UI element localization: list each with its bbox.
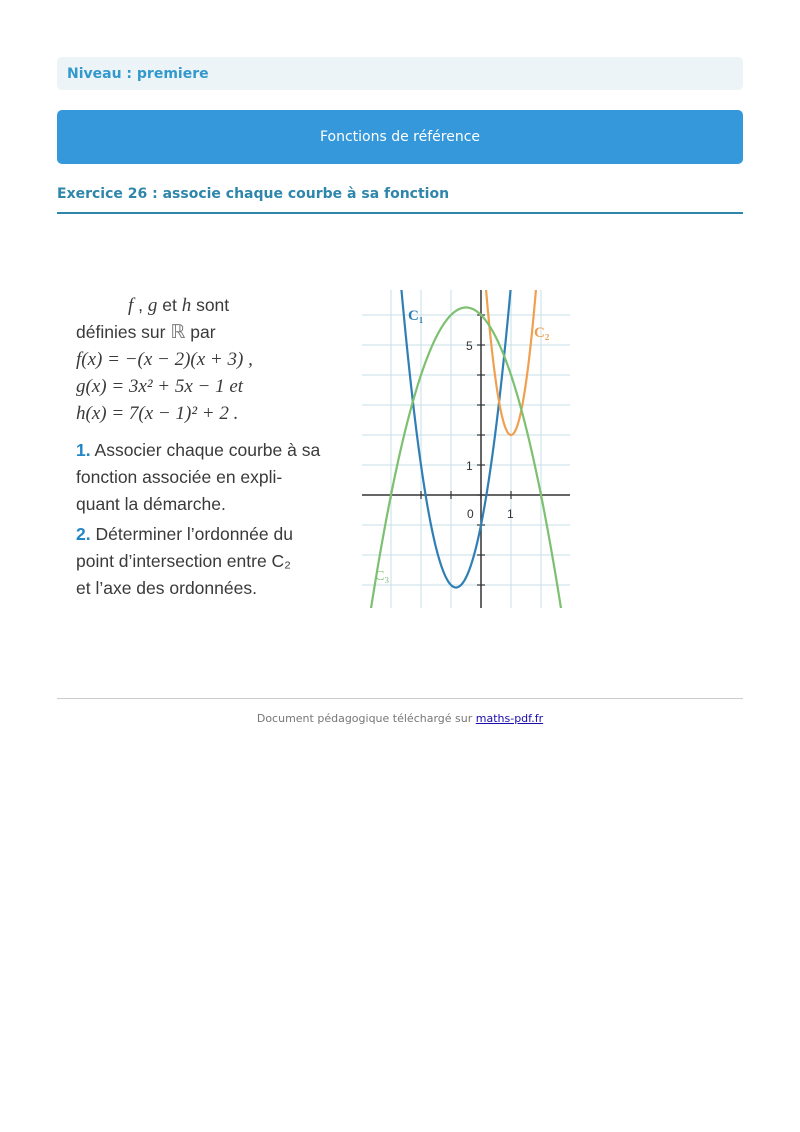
h-definition: h(x) = 7(x − 1)² + 2 . [76, 403, 239, 424]
question-1-line-3: quant la démarche. [76, 494, 226, 514]
sep-1: , [133, 295, 148, 315]
topic-title: Fonctions de référence [319, 129, 481, 145]
footer [0, 712, 800, 725]
title-divider [57, 212, 743, 214]
y-tick-label-1: 1 [466, 459, 473, 473]
g-definition: g(x) = 3x² + 5x − 1 et [76, 376, 244, 397]
reals-symbol: ℝ [170, 322, 186, 343]
y-tick-label-5: 5 [466, 339, 473, 353]
and-word: et [157, 295, 182, 315]
question-2-line-2: point d’intersection entre C₂ [76, 551, 291, 571]
f-definition: f(x) = −(x − 2)(x + 3) , [76, 349, 253, 370]
question-2-line-3: et l’axe des ordonnées. [76, 578, 257, 598]
sont-word: sont [191, 295, 230, 315]
curve-c1 [396, 290, 515, 588]
h-name: h [181, 295, 192, 316]
question-1-line-2: fonction associée en expli- [76, 467, 283, 487]
topic-banner [57, 110, 743, 164]
footer-link[interactable]: maths-pdf.fr [475, 712, 544, 725]
x-tick-label: 1 [507, 507, 514, 521]
question-1-number: 1. [76, 440, 91, 460]
exercise-title: Exercice 26 : associe chaque courbe à sa fonction [57, 186, 450, 202]
c2-label: C₂ [534, 325, 550, 341]
question-1-text-1: Associer chaque courbe à sa [94, 440, 321, 460]
footer-divider [57, 698, 743, 699]
g-name: g [147, 295, 158, 316]
c1-label: C₁ [408, 308, 424, 324]
question-1-line-1 [76, 437, 356, 464]
level-label: Niveau : premiere [67, 66, 209, 82]
c3-label: C₃ [375, 569, 390, 584]
footer-text: Document pédagogique téléchargé sur [256, 712, 476, 725]
functions-line [76, 292, 356, 319]
question-2-number: 2. [76, 524, 91, 544]
question-2-line-1 [76, 521, 356, 548]
origin-label: 0 [467, 507, 474, 521]
f-name: f [128, 295, 134, 316]
function-graph [362, 290, 570, 608]
level-box [57, 57, 743, 90]
question-2-text-1: Déterminer l’ordonnée du [95, 524, 293, 544]
domain-text: définies sur [76, 322, 171, 342]
domain-line [76, 319, 356, 346]
par-word: par [185, 322, 216, 342]
exercise-statement [76, 292, 356, 602]
